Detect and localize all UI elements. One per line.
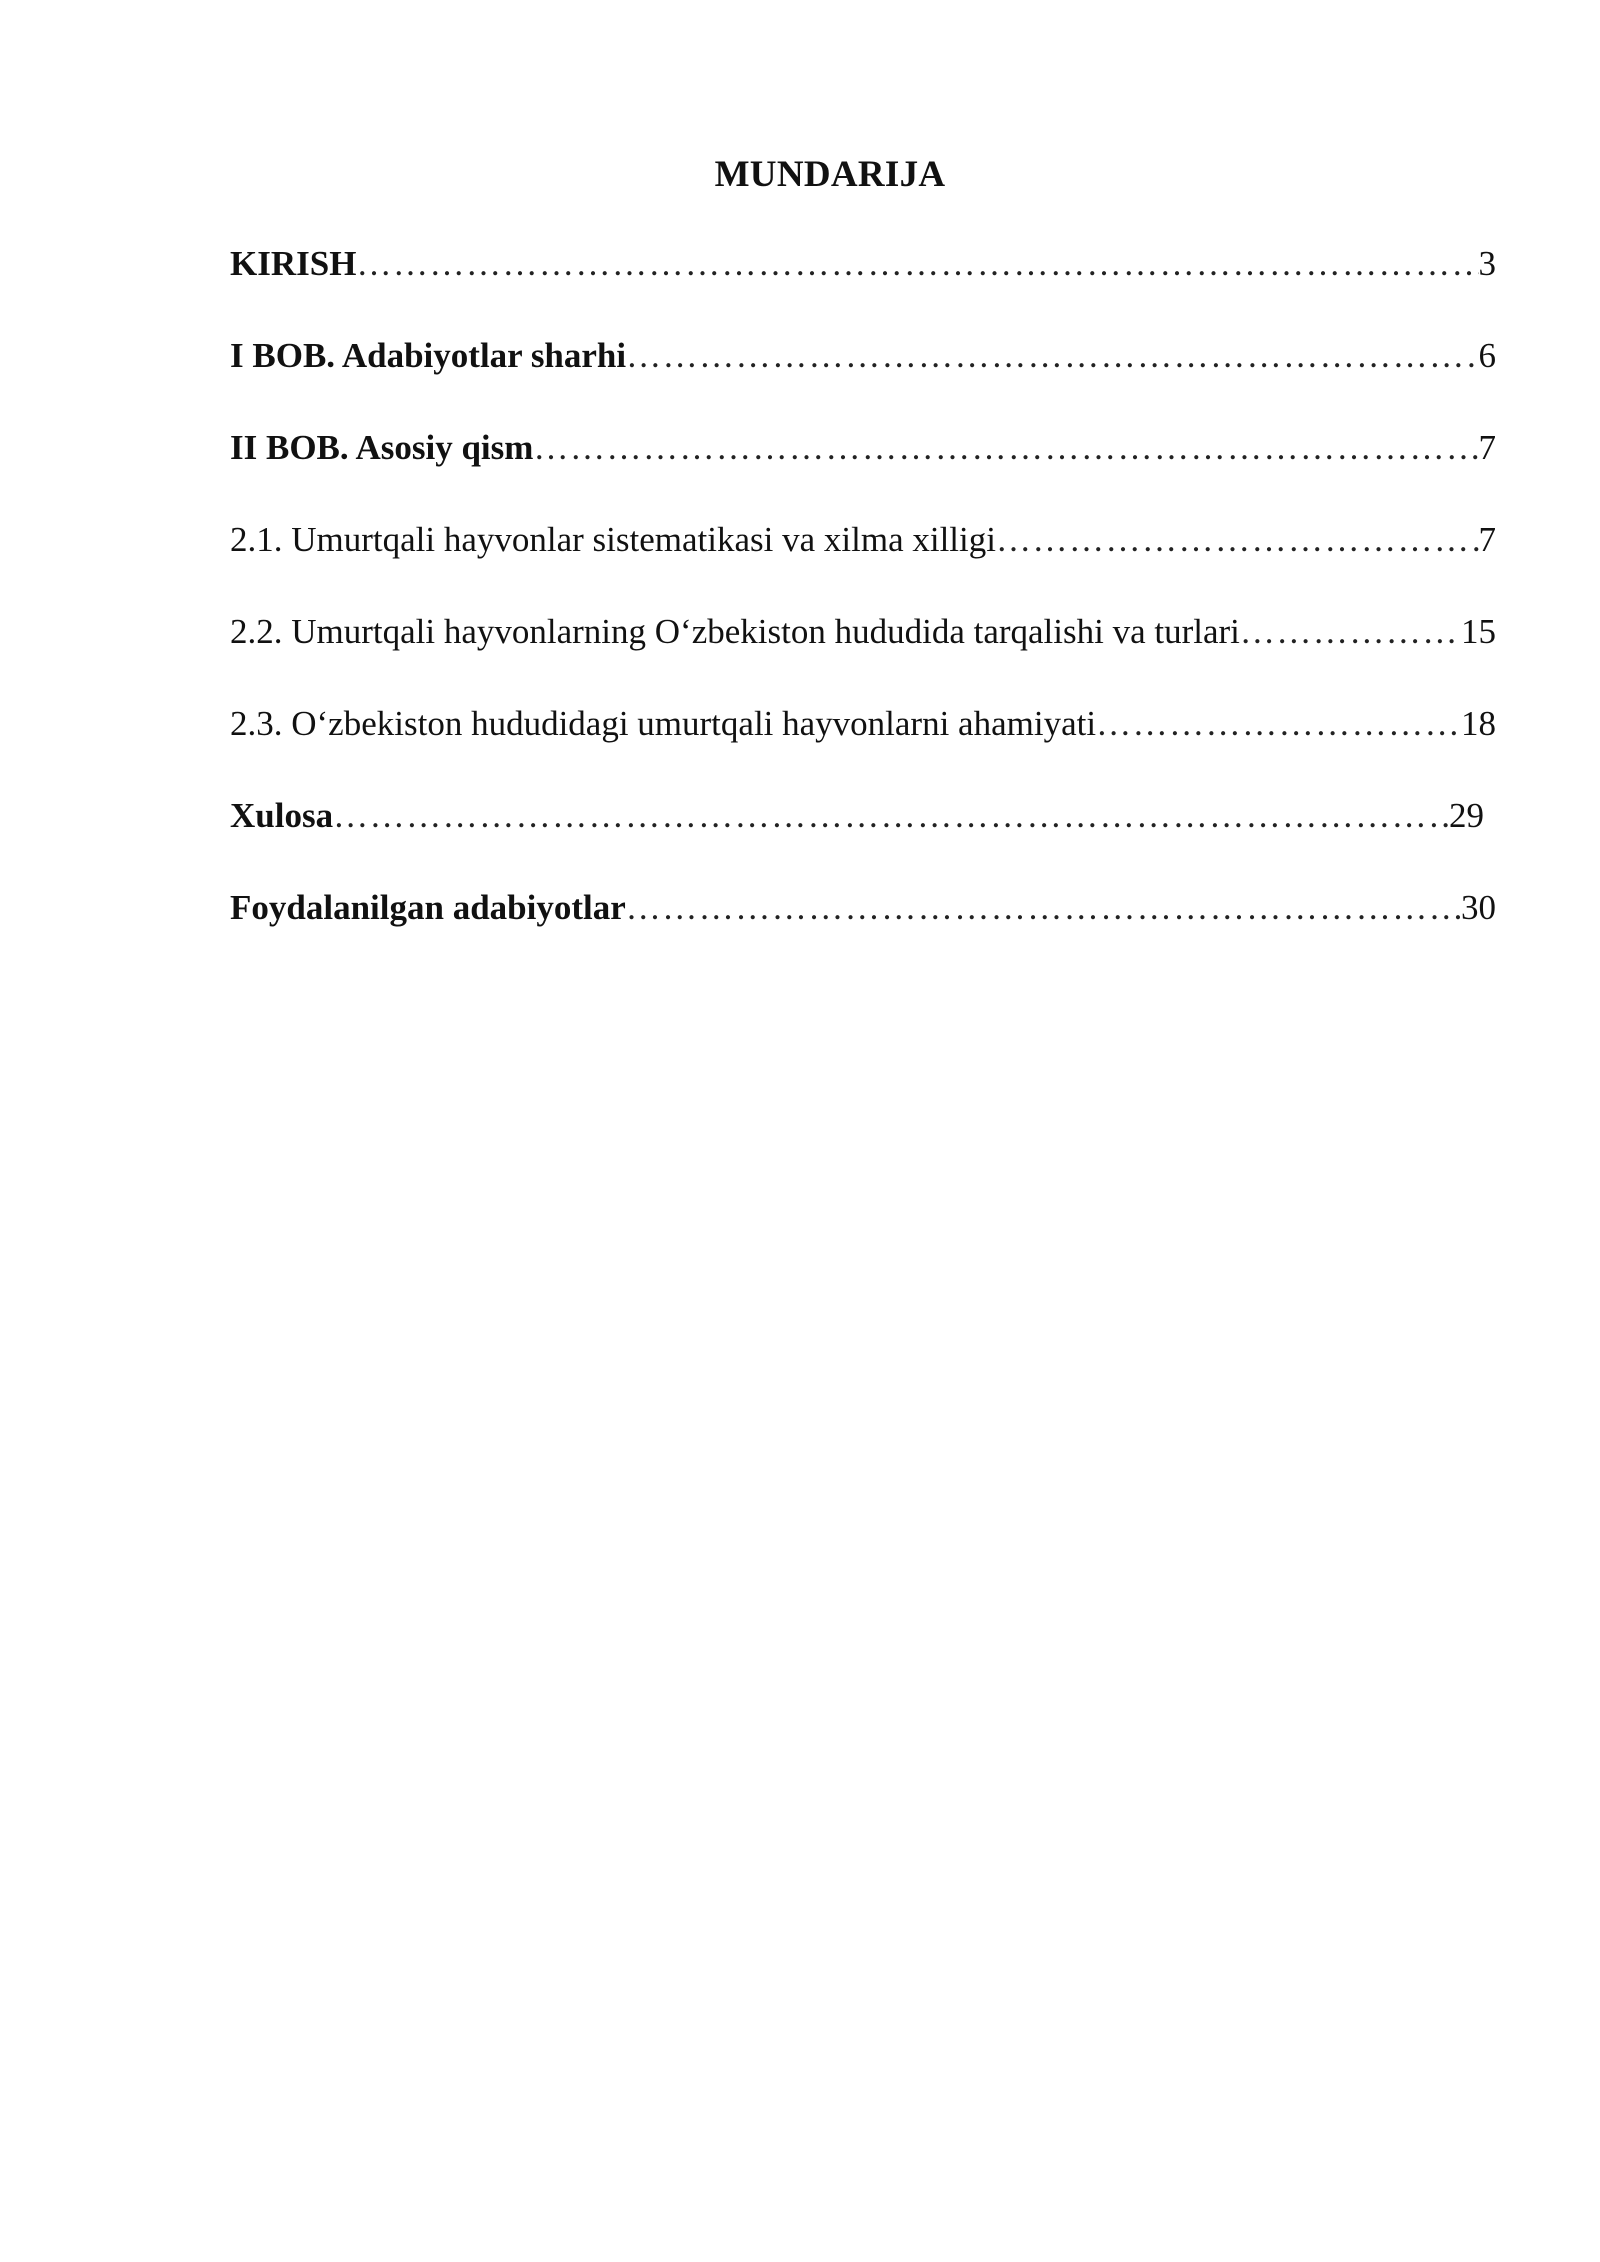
dot-leader (356, 242, 1478, 286)
dot-leader (1096, 702, 1461, 746)
dot-leader (333, 794, 1449, 838)
dot-leader (626, 886, 1461, 930)
toc-entry-xulosa (230, 794, 1484, 886)
toc-entry-label: KIRISH (230, 244, 357, 283)
toc-entry-chapter-2 (230, 426, 1496, 518)
toc-entry-label: Foydalanilgan adabiyotlar (230, 888, 626, 927)
toc-entry-label: 2.2. Umurtqali hayvonlarning O‘zbekiston hududida tarqalishi va turlari (230, 612, 1240, 651)
toc-entry-label: Xulosa (230, 796, 334, 835)
toc-entry-page: 7 (1478, 520, 1496, 559)
dot-leader (996, 518, 1479, 562)
toc-entry-label: 2.1. Umurtqali hayvonlar sistematikasi va xilma xilligi (230, 520, 996, 559)
toc-entry-section-2-3 (230, 702, 1496, 794)
toc-entry-page: 3 (1478, 244, 1496, 283)
dot-leader (533, 426, 1478, 470)
toc-entry-page: 29 (1449, 796, 1484, 835)
dot-leader (1240, 610, 1461, 654)
toc-entry-page: 15 (1461, 612, 1496, 651)
toc-entry-label: 2.3. O‘zbekiston hududidagi umurtqali hayvonlarni ahamiyati (230, 704, 1097, 743)
dot-leader (626, 334, 1478, 378)
toc-entry-page: 7 (1478, 428, 1496, 467)
toc-entry-label: I BOB. Adabiyotlar sharhi (230, 336, 627, 375)
toc-entry-page: 18 (1461, 704, 1496, 743)
toc-title: MUNDARIJA (714, 154, 946, 195)
toc-entry-references (230, 886, 1496, 978)
toc-entry-kirish (230, 242, 1496, 334)
toc-entry-page: 30 (1461, 888, 1496, 927)
toc-entry-label: II BOB. Asosiy qism (230, 428, 534, 467)
toc-entry-chapter-1 (230, 334, 1496, 426)
table-of-contents (230, 242, 1496, 978)
toc-entry-section-2-1 (230, 518, 1496, 610)
toc-entry-section-2-2 (230, 610, 1496, 702)
toc-entry-page: 6 (1478, 336, 1496, 375)
